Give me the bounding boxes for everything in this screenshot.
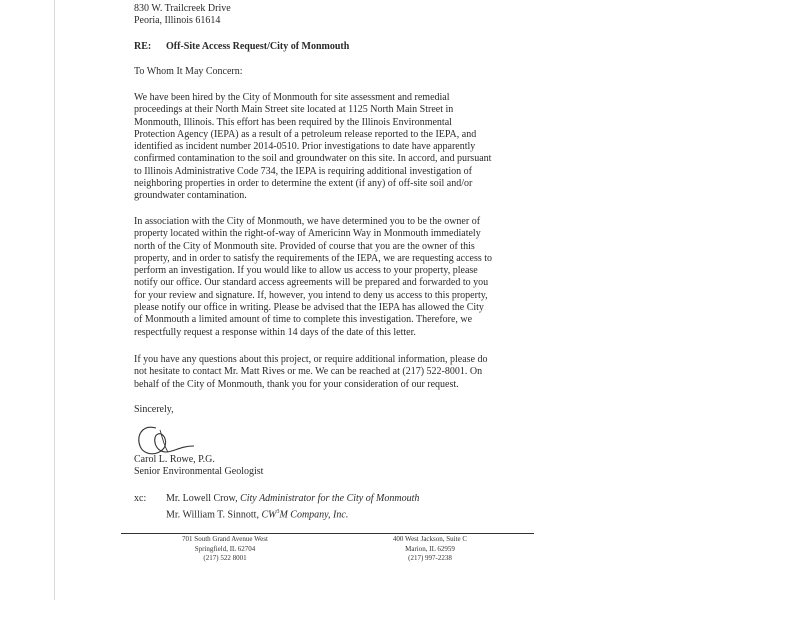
paragraph-line: of Monmouth a limited amount of time to complete this investigation. Therefore, we <box>134 314 473 326</box>
re-subject: Off-Site Access Request/City of Monmouth <box>166 41 350 52</box>
subject-line <box>134 41 534 53</box>
salutation: To Whom It May Concern: <box>134 66 243 77</box>
address-city: Peoria, Illinois 61614 <box>134 15 221 27</box>
paragraph-line: behalf of the City of Monmouth, thank you for your consideration of our request. <box>134 378 459 390</box>
paragraph-line: to Illinois Administrative Code 734, the IEPA is requiring additional investigation of <box>134 165 472 177</box>
signer-name: Carol L. Rowe, P.G. <box>134 454 215 465</box>
paragraph-line: proceedings at their North Main Street site located at 1125 North Main Street in <box>134 104 454 116</box>
paragraph-line: groundwater contamination. <box>134 190 247 202</box>
signature-block <box>134 454 534 479</box>
re-label: RE: <box>134 41 152 52</box>
footer-right-line: 400 West Jackson, Suite C <box>392 535 468 543</box>
paragraph-line: Monmouth, Illinois. This effort has been required by the Illinois Environmental <box>134 116 452 128</box>
cc-recipient-2-name: Mr. William T. Sinnott, <box>166 509 262 521</box>
cc-recipient-2-company-pre: CW <box>261 509 277 521</box>
paragraph-2 <box>134 216 534 339</box>
address-street: 830 W. Trailcreek Drive <box>134 3 231 14</box>
cc-label: xc: <box>134 493 147 504</box>
footer-left-line: (217) 522 8001 <box>203 554 247 562</box>
paragraph-1 <box>134 92 534 203</box>
paragraph-line: north of the City of Monmouth site. Provided of course that you are the owner of this <box>134 240 475 252</box>
paragraph-line: identified as incident number 2014-0510. Prior investigations to date have apparently <box>134 141 476 153</box>
cc-recipient-2-company-post: M Company, Inc. <box>279 509 349 521</box>
cc-recipient-1-name: Mr. Lowell Crow, <box>166 493 241 504</box>
footer-left-address <box>160 535 290 564</box>
footer-right-line: (217) 997-2238 <box>408 554 452 562</box>
recipient-address <box>134 3 534 28</box>
paragraph-line: We have been hired by the City of Monmouth for site assessment and remedial <box>134 92 450 103</box>
paragraph-line: neighboring properties in order to determine the extent (if any) of off-site soil and/or <box>134 178 473 190</box>
footer-divider <box>121 533 534 534</box>
footer-right-address <box>370 535 490 564</box>
paragraph-3 <box>134 354 534 391</box>
paragraph-line: If you have any questions about this project, or require additional information, please do <box>134 354 488 365</box>
cc-recipient-2-company-sup: 3 <box>276 509 280 515</box>
paragraph-line: In association with the City of Monmouth, we have determined you to be the owner of <box>134 216 481 227</box>
paragraph-line: property located within the right-of-way of Americinn Way in Monmouth immediately <box>134 228 481 240</box>
cc-recipient-1-title: City Administrator for the City of Monmouth <box>240 493 420 504</box>
paragraph-line: please notify our office in writing. Please be advised that the IEPA has allowed the City <box>134 302 484 314</box>
paragraph-line: perform an investigation. If you would like to allow us access to your property, please <box>134 265 478 277</box>
paragraph-line: for your review and signature. If, however, you intend to deny us access to this property, <box>134 289 488 301</box>
footer-right-line: Marion, IL 62959 <box>405 544 455 553</box>
page-margin-line <box>54 0 55 600</box>
closing: Sincerely, <box>134 404 174 415</box>
paragraph-line: Protection Agency (IEPA) as a result of a petroleum release reported to the IEPA, and <box>134 128 477 140</box>
paragraph-line: notify our office. Our standard access agreements will be prepared and forwarded to you <box>134 277 489 289</box>
footer-left-line: Springfield, IL 62704 <box>194 544 256 553</box>
signer-title: Senior Environmental Geologist <box>134 466 264 478</box>
footer-left-line: 701 South Grand Avenue West <box>182 535 268 543</box>
paragraph-line: not hesitate to contact Mr. Matt Rives or me. We can be reached at (217) 522-8001. On <box>134 366 483 378</box>
paragraph-line: respectfully request a response within 14 days of the date of this letter. <box>134 326 416 338</box>
paragraph-line: confirmed contamination to the soil and groundwater on this site. In accord, and pursuant <box>134 153 492 165</box>
paragraph-line: property, and in order to satisfy the requirements of the IEPA, we are requesting access to <box>134 252 493 264</box>
